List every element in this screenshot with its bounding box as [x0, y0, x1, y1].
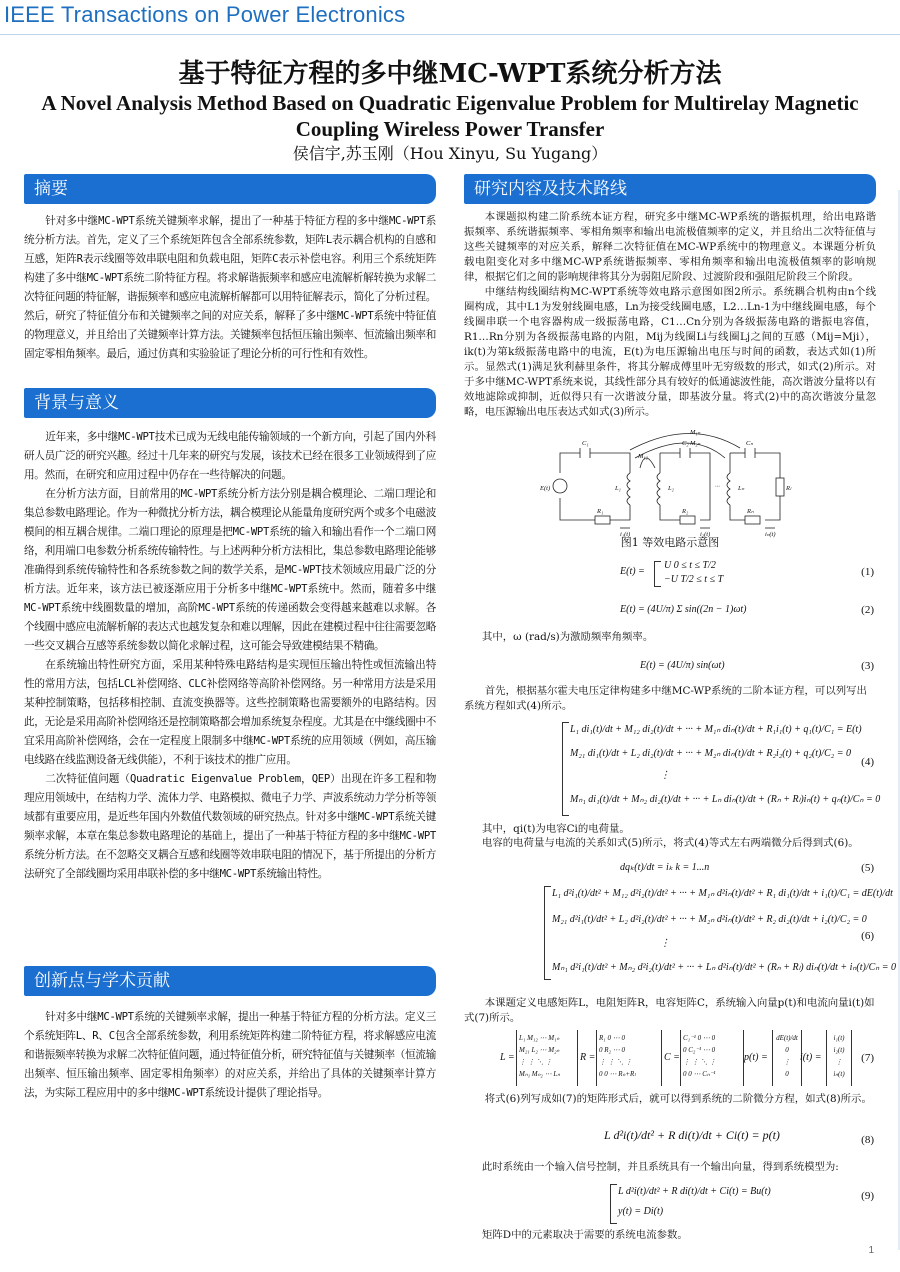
background-heading: 背景与意义: [24, 388, 436, 418]
equation-6-row: Mₙ₁ d²i₁(t)/dt² + Mₙ₂ d²i₂(t)/dt² + ··· + Lₙ d²iₙ(t)/dt² + (Rₙ + Rₗ) diₙ(t)/dt + iₙ(t)/Cₙ = 0: [552, 962, 897, 973]
matrix-L-label: L =: [500, 1052, 515, 1063]
research-paragraph-6: 将式(6)列写成如(7)的矩阵形式后，就可以得到系统的二阶微分方程，如式(8)所示。: [484, 1093, 872, 1105]
background-paragraph: 在系统输出特性研究方面，采用某种特殊电路结构是实现恒压输出特性或恒流输出特性的常用方法，包括LCL补偿网络、CLC补偿网络等高阶补偿网络。另一种常用方法是采用某种控制策略，包括移相控制、直流变换器等。这些控制策略也需要额外的电路结构。因此，无论是采用高阶补偿网络还是控制策略都会增加系统复杂程度。尤其是在中继线圈中不宜采用高阶补偿网络，会在一定程度上限制多中继MC-WPT系统的应用领域（例如，高压输电线路在线监测设备无线供能），不利于该技术的推广应用。: [24, 659, 436, 766]
label-Rn: Rₙ: [747, 508, 754, 515]
research-section: [464, 174, 876, 420]
equation-number: (7): [861, 1052, 874, 1064]
equation-6-row: ⋮: [660, 938, 670, 949]
matrix-R-label: R =: [580, 1052, 596, 1063]
equation-3: E(t) = (4U/π) sin(ωt): [640, 660, 725, 671]
matrix-R: R₁ 0 ⋯ 0 0 R₂ ⋯ 0 ⋮ ⋮ ⋱ ⋮ 0 0 ⋯ Rₙ+Rₗ: [596, 1030, 662, 1086]
equation-1-lhs: E(t) =: [620, 566, 645, 577]
authors: 侯信宇,苏玉刚（Hou Xinyu, Su Yugang）: [292, 144, 608, 163]
research-paragraph-7: 此时系统由一个输入信号控制，并且系统具有一个输出向量，得到系统模型为:: [482, 1161, 839, 1173]
omega-note: 其中，ω (rad/s)为激励频率角频率。: [482, 631, 654, 643]
research-paragraph-4: 电容的电荷量与电流的关系如式(5)所示，将式(4)等式左右两端微分后得到式(6)。: [482, 837, 859, 849]
background-section: [24, 388, 436, 884]
background-paragraph: 在分析方法方面，目前常用的MC-WPT系统分析方法分别是耦合模理论、二端口理论和集总参数电路理论。作为一种微扰分析方法，耦合模理论从能量角度研究两个或多个电磁波模间的相互耦合规律。二端口理论的原理是把MC-WPT系统的输入和输出看作一个二端口网络，利用端口电参数分析系统传输特性。与上述两种分析方法相比，集总参数电路理论能够准确得到系统传输特性和各系统参数之间的数学关系，是MC-WPT技术领域应用最广泛的分析方法。近年来，该方法已被逐渐应用于分析多中继MC-WPT系统中。然而，随着多中继MC-WPT系统中线圈数量的增加，高阶MC-WPT系统的传递函数会变得越来越难以求解。各个线圈中感应电流解析解的表达式也越发复杂和难以理解，因此在建模过程中往往需要忽略一些交叉耦合互感等系统参数以简化求解过程，这可能会导致建模结果不精确。: [24, 488, 436, 652]
equation-number: (8): [861, 1134, 874, 1146]
vector-p: dE(t)/dt 0 ⋮ 0: [772, 1030, 802, 1086]
equation-number: (2): [861, 604, 874, 616]
equation-9-row: y(t) = Di(t): [618, 1206, 664, 1217]
label-ellipsis: ···: [715, 483, 720, 490]
equation-number: (1): [861, 566, 874, 578]
equation-6-row: L₁ d²i₁(t)/dt² + M₁₂ d²i₂(t)/dt² + ··· + M₁ₙ d²iₙ(t)/dt² + R₁ di₁(t)/dt + i₁(t)/C₁ = dE(t)/dt: [552, 888, 893, 899]
equation-4-row: Mₙ₁ di₁(t)/dt + Mₙ₂ di₂(t)/dt + ··· + Lₙ diₙ(t)/dt + (Rₙ + Rₗ)iₙ(t) + qₙ(t)/Cₙ = 0: [570, 794, 881, 805]
equation-1-top: U 0 ≤ t ≤ T/2: [664, 560, 716, 571]
research-paragraph-3: 首先，根据基尔霍夫电压定律构建多中继MC-WP系统的二阶本证方程，可以列写出系统方程如式(4)所示。: [464, 685, 867, 712]
research-paragraph-2: 中继结构线圈结构MC-WPT系统等效电路示意图如图2所示。系统耦合机构由n个线圈构成，其中L1为发射线圈电感，Ln为接受线圈电感，L2…Ln-1为中继线圈电感，每个线圈串联一个电容器构成一级振荡电路，C1…Cn分别为各级振荡电路的谐振电容值，R1…Rn分别为各级振荡电路的内阻，Mij为线圈Li与线圈Lj之间的互感（Mij=Mji），ik(t)为第k级振荡电路中的电流，E(t)为电压源输出电压与时间的函数，表达式如(1)所示。显然式(1)满足狄利赫里条件，将其分解成傅里叶无穷级数的形式，如式(2)所示。对于多中继MC-WPT系统来说，其线性部分具有较好的低通滤波性能，高次谐波分量将以有效地滤除或抑制，近似得只有一次谐波分量，即基波分量。将式(2)中的高次谐波分量忽略，电压源输出电压表达式如式(3)所示。: [464, 286, 876, 418]
research-paragraph-8: 矩阵D中的元素取决于需要的系统电流参数。: [482, 1229, 688, 1241]
equation-number: (4): [861, 756, 874, 768]
background-paragraph: 二次特征值问题（Quadratic Eigenvalue Problem，QEP）出现在许多工程和物理应用领域中，在结构力学、流体力学、电路模拟、微电子力学、声波系统动力学分析等领域都有重要应用，是近些年国内外数值代数领域的研究热点。针对多中继MC-WPT系统关键频率求解，本章在集总参数电路理论的基础上，提出了一种基于特征方程的多中继MC-WPT系统分析方法。在不忽略交叉耦合互感和线圈等效串联电阻的情况下，基于所提出的分析方法研究了全部线圈均采用串联补偿的多中继MC-WPT系统输出特性。: [24, 773, 436, 880]
research-heading: 研究内容及技术路线: [464, 174, 876, 204]
label-i1: i₁(t): [620, 531, 631, 538]
equation-1-bottom: −U T/2 ≤ t ≤ T: [664, 574, 724, 585]
innovation-text: 针对多中继MC-WPT系统的关键频率求解，提出一种基于特征方程的分析方法。定义三个系统矩阵L、R、C包含全部系统参数，利用系统矩阵构建二阶特征方程，将求解感应电流和谐振频率转换为求解二次特征值问题，通过特征值分析，研究特征值与关键频率（恒流输出频率、恒压输出频率、固定零相角频率）的对应关系，并给出了具体的关键频率计算方法，为实际工程应用中的多中继MC-WPT系统设计提供了理论指导。: [24, 1011, 436, 1099]
label-L1: L₁: [615, 485, 621, 492]
equation-number: (6): [861, 930, 874, 942]
equation-number: (3): [861, 660, 874, 672]
label-M2n: M₂ₙ: [690, 440, 701, 447]
matrix-L: L₁ M₁₂ ⋯ M₁ₙ M₂₁ L₂ ⋯ M₂ₙ ⋮ ⋮ ⋱ ⋮ Mₙ₁ Mₙ₂ ⋯ Lₙ: [516, 1030, 578, 1086]
label-in: iₙ(t): [765, 531, 776, 538]
equation-9-brace: [610, 1184, 617, 1224]
title-chinese: 基于特征方程的多中继MC-WPT系统分析方法: [178, 59, 722, 89]
equation-6-row: M₂₁ d²i₁(t)/dt² + L₂ d²i₂(t)/dt² + ··· + M₂ₙ d²iₙ(t)/dt² + R₂ di₂(t)/dt + i₂(t)/C₂ = 0: [552, 914, 867, 925]
equation-number: (5): [861, 862, 874, 874]
page-number: 1: [868, 1245, 874, 1256]
background-paragraph: 近年来，多中继MC-WPT技术已成为无线电能传输领域的一个新方向，引起了国内外科研人员广泛的研究兴趣。经过十几年来的研究与发展，该技术已经在很多工业领域得到了应用。然而，在研究和应用过程中仍存在一些待解决的问题。: [24, 431, 436, 481]
label-i2: i₂(t): [700, 531, 711, 538]
equation-4-brace: [562, 722, 569, 816]
label-L2: L₂: [668, 485, 674, 492]
vector-i: i₁(t) i₂(t) ⋮ iₙ(t): [826, 1030, 852, 1086]
equation-number: (9): [861, 1190, 874, 1202]
matrix-C: C₁⁻¹ 0 ⋯ 0 0 C₂⁻¹ ⋯ 0 ⋮ ⋮ ⋱ ⋮ 0 0 ⋯ Cₙ⁻¹: [680, 1030, 744, 1086]
charge-note: 其中，qi(t)为电容Ci的电荷量。: [482, 823, 630, 835]
label-E: E(t): [540, 485, 551, 492]
header-divider: [0, 34, 900, 35]
equation-9-row: L d²i(t)/dt² + R di(t)/dt + Ci(t) = Bu(t): [618, 1186, 771, 1197]
research-paragraph-5: 本课题定义电感矩阵L，电阻矩阵R，电容矩阵C，系统输入向量p(t)和电流向量i(t)如式(7)所示。: [464, 997, 875, 1024]
label-M1n: M₁ₙ: [690, 429, 701, 436]
equation-6-brace: [544, 886, 551, 980]
label-RL: Rₗ: [786, 485, 792, 492]
label-R1: R₁: [597, 508, 604, 515]
abstract-section: [24, 174, 436, 364]
vector-i-label: i(t) =: [800, 1052, 822, 1063]
equation-5: dqₖ(t)/dt = iₖ k = 1...n: [620, 862, 710, 873]
label-Ln: Lₙ: [738, 485, 745, 492]
equation-4-row: ⋮: [660, 770, 670, 781]
equivalent-circuit-figure: [540, 428, 790, 538]
abstract-text: 针对多中继MC-WPT系统关键频率求解，提出了一种基于特征方程的多中继MC-WPT系统分析方法。首先，定义了三个系统矩阵包含全部系统参数，矩阵L表示耦合机构的自感和互感，矩阵R表示线圈等效串联电阻和负载电阻，矩阵C表示补偿电容。利用三个系统矩阵构建了多中继MC-WPT系统二阶特征方程。将求解谐振频率和感应电流解析解转换为求解二次特征问题的特征解，谐振频率和感应电流解析解都可以用特征解表示，简化了分析过程。然后，研究了特征值分布和关键频率之间的对应关系，解释了多中继MC-WPT系统中特征值的物理意义，并且给出了关键频率计算方法。关键频率包括恒压输出频率、恒流输出频率和固定零相角频率。最后，通过仿真和实验验证了理论分析的可行性和有效性。: [24, 215, 436, 360]
journal-name: IEEE Transactions on Power Electronics: [4, 2, 406, 27]
label-Cn: Cₙ: [746, 440, 753, 447]
equation-8: L d²i(t)/dt² + R di(t)/dt + Ci(t) = p(t): [604, 1128, 780, 1142]
equation-4-row: M₂₁ di₁(t)/dt + L₂ di₂(t)/dt + ··· + M₂ₙ diₙ(t)/dt + R₂i₂(t) + q₂(t)/C₂ = 0: [570, 748, 851, 759]
equation-1-brace: [654, 561, 661, 587]
title-block: [0, 58, 900, 166]
figure-caption: 图1 等效电路示意图: [620, 536, 720, 549]
equation-4-row: L₁ di₁(t)/dt + M₁₂ di₂(t)/dt + ··· + M₁ₙ diₙ(t)/dt + R₁i₁(t) + q₁(t)/C₁ = E(t): [570, 724, 862, 735]
label-R2: R₂: [682, 508, 689, 515]
label-C1: C₁: [582, 440, 589, 447]
label-M12: M₁₂: [638, 453, 648, 460]
title-english: A Novel Analysis Method Based on Quadratic Eigenvalue Problem for Multirelay Magnetic Coupling Wireless Power Transfer: [41, 91, 859, 141]
research-paragraph-1: 本课题拟构建二阶系统本证方程，研究多中继MC-WP系统的谐振机理，给出电路谐振频率、系统谐振频率、零相角频率和输出电流极值频率的定义，并且给出二次特征值与这些关键频率的对应关系，解释二次特征值在MC-WP系统中的物理意义。本课题分析负载电阻变化对多中继MC-WP系统谐振频率、零相角频率和输出电流极值频率的影响规律，根据它们之间的影响规律将其分为弱阻尼阶段、过渡阶段和强阻尼阶段三个阶段。: [464, 211, 876, 283]
matrix-C-label: C =: [664, 1052, 680, 1063]
equation-2: E(t) = (4U/π) Σ sin((2n − 1)ωt): [620, 604, 747, 615]
vector-p-label: p(t) =: [744, 1052, 768, 1063]
wire: [560, 453, 580, 473]
abstract-heading: 摘要: [24, 174, 436, 204]
innovation-section: [24, 966, 436, 1103]
innovation-heading: 创新点与学术贡献: [24, 966, 436, 996]
label-C2: C₂: [682, 440, 689, 447]
